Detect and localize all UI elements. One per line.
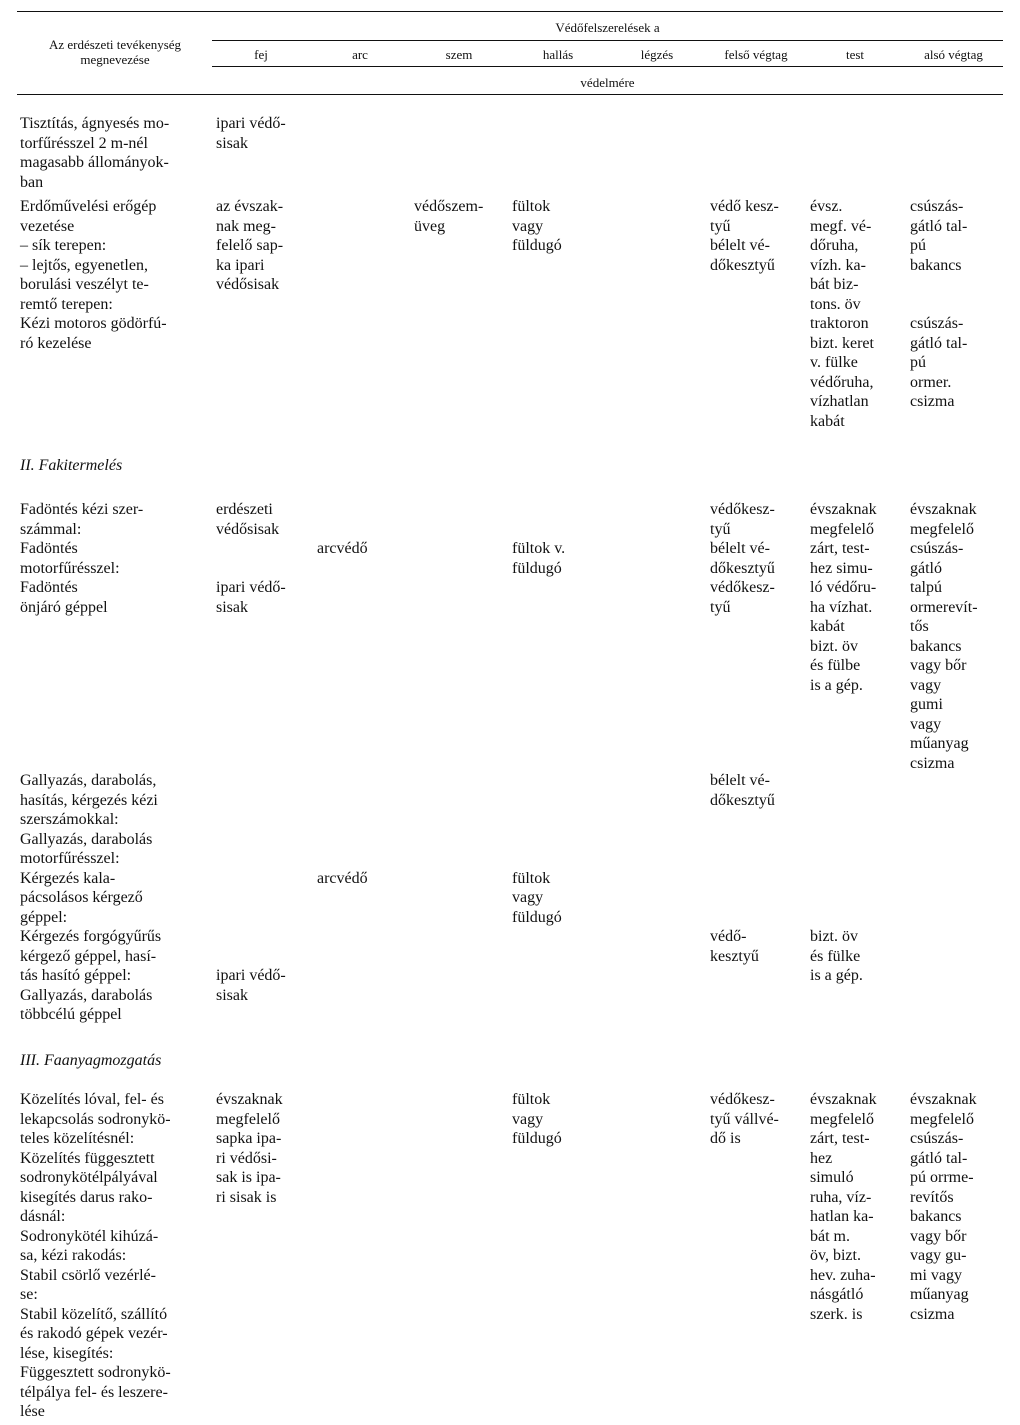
top-rule [17, 11, 1003, 12]
hallas-cell: fültok vagy füldugó [512, 198, 562, 254]
also-vegtag-cell: csúszás- gátló tal- pú bakancs csúszás- gátló tal- pú ormer. csizma [910, 198, 968, 410]
felso-vegtag-cell: védő kesz- tyű bélelt vé- dőkesztyű [710, 198, 779, 274]
felso-vegtag-cell: védőkesz- tyű vállvé- dő is [710, 1091, 779, 1147]
section-title: II. Fakitermelés [20, 457, 123, 474]
szem-cell: védőszem- üveg [414, 198, 484, 235]
fej-cell: erdészeti védősisak ipari védő- sisak [216, 501, 286, 616]
fej-cell: évszaknak megfelelő sapka ipa- ri védősi- sak is ipa- ri sisak is [216, 1091, 283, 1206]
activity-cell: Erdőművelési erőgép vezetése – sík terepen: – lejtős, egyenetlen, borulási veszélyt te- remtő terepen: Kézi motoros gödörfú- ró kezelése [20, 198, 167, 352]
col-arc: arc [352, 47, 368, 62]
table-header [0, 0, 1020, 96]
also-vegtag-cell: évszaknak megfelelő csúszás- gátló talpú ormerevít- tős bakancs vagy bőr vagy gumi vagy műanyag csizma [910, 501, 978, 772]
arc-cell: arcvédő [317, 869, 368, 887]
felso-vegtag-cell: bélelt vé- dőkesztyű védő- kesztyű [710, 772, 775, 965]
test-cell: évsz. megf. vé- dőruha, vízh. ka- bát biz- tons. öv traktoron bizt. keret v. fülke védőruha, vízhatlan kabát [810, 198, 874, 430]
arc-cell: arcvédő [317, 540, 368, 557]
group-rule [212, 40, 1003, 41]
test-cell: évszaknak megfelelő zárt, test- hez simuló ruha, víz- hatlan ka- bát m. öv, bizt. hev. zuha- násgátló szerk. is [810, 1091, 877, 1323]
fej-cell: ipari védő- sisak [216, 967, 286, 1004]
section-title: III. Faanyagmozgatás [20, 1052, 162, 1069]
hallas-cell: fültok vagy füldugó [512, 869, 562, 926]
test-cell: évszaknak megfelelő zárt, test- hez simu- ló védőru- ha vízhat. kabát bizt. öv és fülbe is a gép. [810, 501, 877, 694]
col-szem: szem [445, 47, 473, 62]
col-test: test [845, 47, 865, 62]
activity-cell: Fadöntés kézi szer- számmal: Fadöntés motorfűrésszel: Fadöntés önjáró géppel [20, 501, 144, 616]
felso-vegtag-cell: védőkesz- tyű bélelt vé- dőkesztyű védőkesz- tyű [710, 501, 775, 616]
hallas-cell: fültok v. füldugó [512, 540, 566, 577]
col-also-vegtag: alsó végtag [924, 47, 983, 62]
col-legzes: légzés [640, 47, 674, 62]
fej-cell: az évszak- nak meg- felelő sap- ka ipari védősisak [216, 198, 284, 293]
col-felso-vegtag: felső végtag [724, 47, 788, 62]
col-fej: fej [254, 47, 268, 62]
activity-cell: Gallyazás, darabolás, hasítás, kérgezés kézi szerszámokkal: Gallyazás, darabolás motorfűrésszel: Kérgezés kala- pácsolásos kérgező géppel: Kérgezés forgógyűrűs kérgező géppel, hasí- tás hasító géppel: Gallyazás, darabolás többcélú géppel [20, 772, 162, 1023]
activity-header: Az erdészeti tevékenység megnevezése [48, 37, 182, 67]
also-vegtag-cell: évszaknak megfelelő csúszás- gátló tal- pú orrme- revítős bakancs vagy bőr vagy gu- mi vagy műanyag csizma [910, 1091, 977, 1323]
bottom-rule [17, 94, 1003, 95]
activity-cell: Közelítés lóval, fel- és lekapcsolás sodronykö- teles közelítésnél: Közelítés függesztett sodronykötélpályával kisegítés darus rako- dásnál: Sodronykötél kihúzá- sa, kézi rakodás: Stabil csörlő vezérlé- se: Stabil közelítő, szállító és rakodó gépek vezér- lése, kisegítés: Függesztett sodronykö- télpálya fel- és leszere- lése [20, 1091, 171, 1420]
columns-rule [212, 66, 1003, 67]
activity-cell: Tisztítás, ágnyesés mo- torfűrésszel 2 m-nél magasabb állományok- ban [20, 115, 170, 191]
group-subtitle: védelmére [580, 75, 635, 90]
test-cell: bizt. öv és fülke is a gép. [810, 928, 863, 984]
group-title: Védőfelszerelések a [555, 20, 660, 35]
col-hallas: hallás [542, 47, 574, 62]
hallas-cell: fültok vagy füldugó [512, 1091, 562, 1147]
fej-cell: ipari védő- sisak [216, 115, 286, 152]
